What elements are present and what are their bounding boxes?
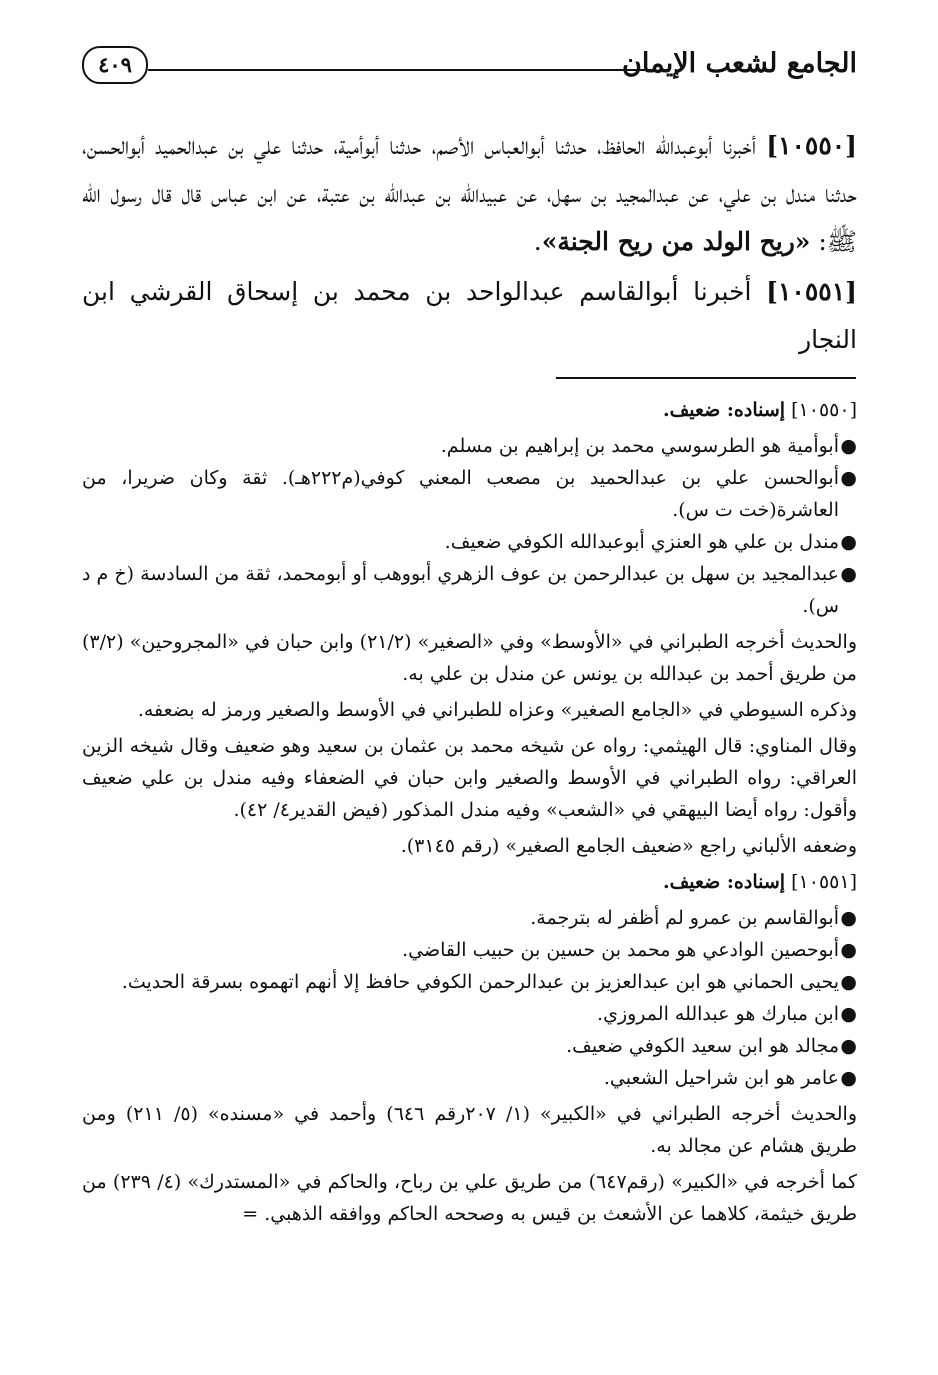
page-number: ٤٠٩: [82, 46, 148, 84]
note-grade: إسناده: ضعيف.: [662, 399, 786, 421]
list-item: ● أبوالحسن علي بن عبدالحميد بن مصعب المعني كوفي(م٢٢٢هـ). ثقة وكان ضريرا، من العاشرة(خت ت س).: [82, 467, 857, 521]
main-text: [82, 122, 857, 366]
hadith-isnad: أخبرنا أبوالقاسم عبدالواحد بن محمد بن إسحاق القرشي ابن النجار: [82, 277, 857, 354]
note-paragraph: وذكره السيوطي في «الجامع الصغير» وعزاه للطبراني في الأوسط والصغير ورمز له بضعفه.: [137, 699, 857, 721]
note-paragraph: والحديث أخرجه الطبراني في «الكبير» (١/ ٢٠٧رقم ٦٤٦) وأحمد في «مسنده» (٥/ ٢١١) ومن طريق هشام عن مجالد به.: [82, 1103, 857, 1157]
header-rule: [148, 69, 645, 71]
hadith-number: [١٠٥٥١]: [766, 277, 857, 306]
hadith-number: [١٠٥٥٠]: [766, 131, 858, 160]
note-number: [١٠٥٥٠]: [791, 399, 857, 421]
note-grade: إسناده: ضعيف.: [662, 871, 786, 893]
list-item: ● مجالد هو ابن سعيد الكوفي ضعيف.: [566, 1035, 857, 1057]
hadith-matn: «ريح الولد من ريح الجنة»: [541, 227, 811, 256]
note-number: [١٠٥٥١]: [791, 871, 857, 893]
note-paragraph: وضعفه الألباني راجع «ضعيف الجامع الصغير» (رقم ٣١٤٥).: [400, 835, 857, 857]
list-item: ● عامر هو ابن شراحيل الشعبي.: [603, 1067, 857, 1089]
footnote-separator: [556, 377, 856, 379]
list-item: ● يحيى الحماني هو ابن عبدالعزيز بن عبدالرحمن الكوفي حافظ إلا أنهم اتهموه بسرقة الحديث.: [121, 971, 857, 993]
narrator-list: [82, 902, 857, 1094]
list-item: ● أبوحصين الوادعي هو محمد بن حسين بن حبيب القاضي.: [402, 939, 857, 961]
note-paragraph: والحديث أخرجه الطبراني في «الأوسط» وفي «الصغير» (٢١/٢) وابن حبان في «المجروحين» (٣/٢) من طريق أحمد بن عبدالله بن يونس عن مندل بن علي به.: [82, 631, 857, 685]
page-header: [82, 40, 857, 100]
list-item: ● عبدالمجيد بن سهل بن عبدالرحمن بن عوف الزهري أبووهب أو أبومحمد، ثقة من السادسة (خ م د س).: [82, 563, 857, 617]
list-item: ● مندل بن علي هو العنزي أبوعبدالله الكوفي ضعيف.: [444, 531, 857, 553]
book-title: الجامع لشعب الإيمان: [622, 48, 857, 79]
hadith-10551: [82, 268, 857, 364]
hadith-isnad: أخبرنا أبوعبدالله الحافظ، حدثنا أبوالعباس الأصم، حدثنا أبوأمية، حدثنا علي بن عبدالحميد أبوالحسن، حدثنا مندل بن علي، عن عبدالمجيد بن سهل، عن عبيدالله بن عبدالله بن عتبة، عن ابن عباس قال قال رسول الله ﷺ:: [82, 131, 857, 256]
hadith-end: .: [533, 227, 542, 256]
note-heading: [82, 394, 857, 426]
list-item: ● أبوالقاسم بن عمرو لم أظفر له بترجمة.: [530, 907, 857, 929]
note-paragraph: وقال المناوي: قال الهيثمي: رواه عن شيخه محمد بن عثمان بن سعيد وهو ضعيف وقال شيخه الزين العراقي: رواه الطبراني في الأوسط والصغير وابن حبان في الضعفاء وفيه مندل بن علي ضعيف وأقول: رواه أيضا البيهقي في «الشعب» وفيه مندل المذكور (فيض القدير٤/ ٤٢).: [82, 735, 857, 821]
note-heading: [82, 866, 857, 898]
hadith-10550: [82, 122, 857, 266]
list-item: ● أبوأمية هو الطرسوسي محمد بن إبراهيم بن مسلم.: [440, 435, 857, 457]
list-item: ● ابن مبارك هو عبدالله المروزي.: [597, 1003, 857, 1025]
narrator-list: [82, 430, 857, 622]
footnotes: [82, 394, 857, 1234]
note-paragraph: كما أخرجه في «الكبير» (رقم٦٤٧) من طريق علي بن رباح، والحاكم في «المستدرك» (٤/ ٢٣٩) من طريق خيثمة، كلاهما عن الأشعث بن قيس به وصححه الحاكم ووافقه الذهبي. =: [82, 1171, 857, 1225]
